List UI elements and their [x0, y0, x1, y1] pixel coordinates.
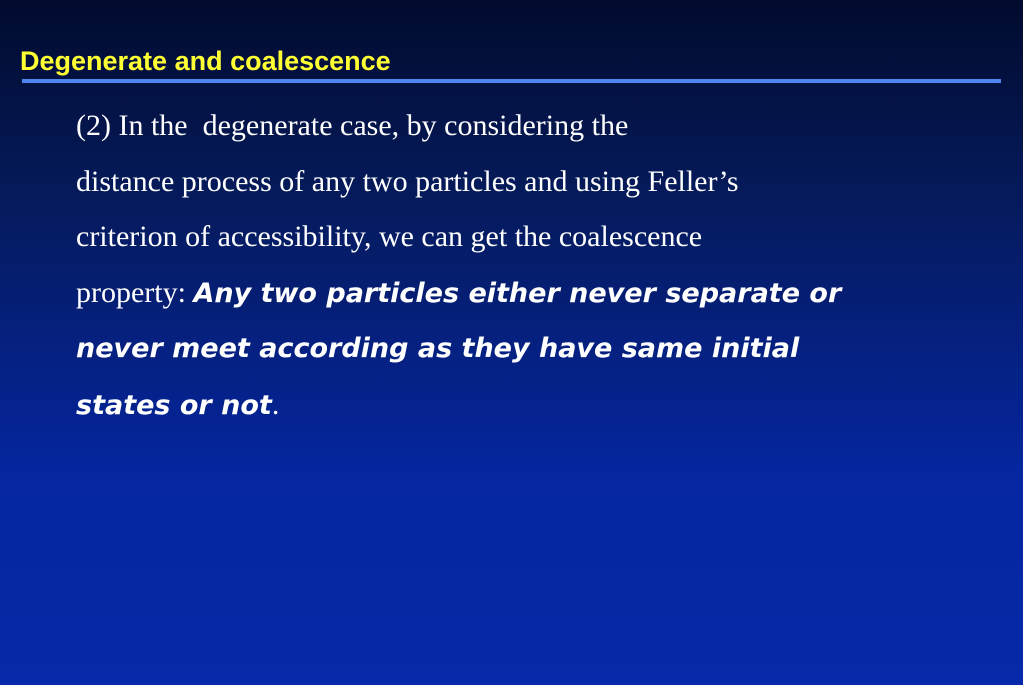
final-period: .	[271, 387, 280, 421]
body-line-final	[76, 377, 976, 434]
body-line-property	[76, 265, 976, 322]
body-line: (2) In the degenerate case, by considering the	[76, 109, 629, 142]
slide-body	[76, 98, 976, 434]
title-underline	[22, 79, 1001, 83]
slide-title: Degenerate and coalescence	[20, 46, 391, 76]
emphasized-statement-part1: Any two particles either never separate or	[193, 277, 842, 309]
property-label: property:	[76, 275, 194, 309]
body-line: distance process of any two particles and using Feller’s	[76, 164, 739, 198]
emphasized-statement-part2: never meet according as they have same initial	[76, 333, 800, 365]
emphasized-statement-part3: states or not	[76, 389, 272, 421]
body-line: criterion of accessibility, we can get the coalescence	[76, 220, 703, 254]
